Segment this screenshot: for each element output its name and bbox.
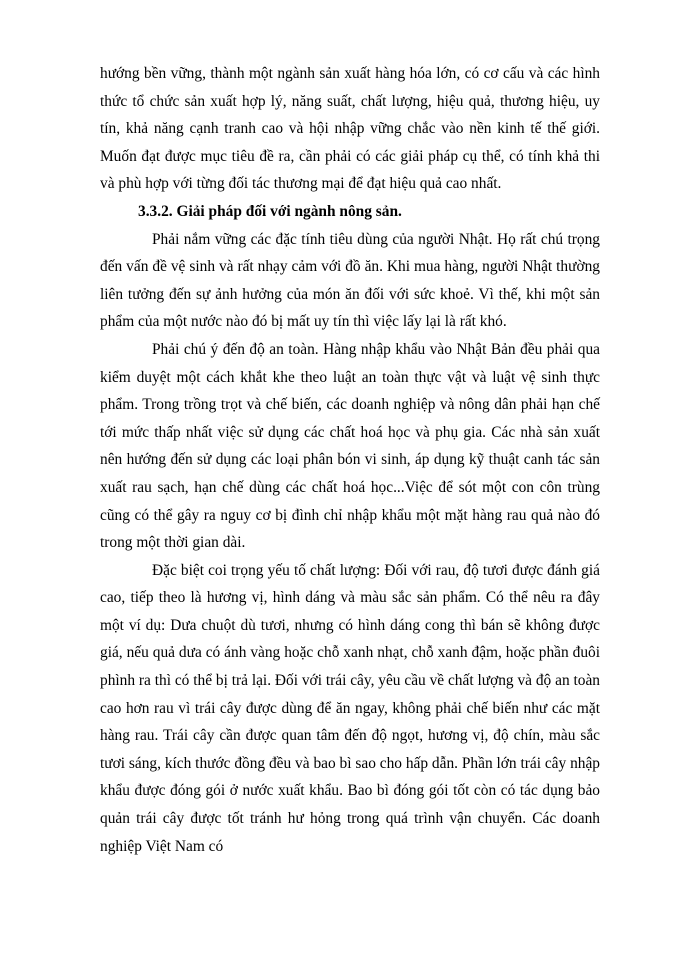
paragraph-consumer-traits: Phải nắm vững các đặc tính tiêu dùng của người Nhật. Họ rất chú trọng đến vấn đề vệ sinh và rất nhạy cảm với đồ ăn. Khi mua hàng, người Nhật thường liên tưởng đến sự ảnh hưởng của món ăn đối với sức khoẻ. Vì thế, khi một sản phẩm của một nước nào đó bị mất uy tín thì việc lấy lại là rất khó. bbox=[100, 230, 600, 331]
paragraph-continuation: hướng bền vững, thành một ngành sản xuất hàng hóa lớn, có cơ cấu và các hình thức tổ chức sản xuất hợp lý, năng suất, chất lượng, hiệu quả, thương hiệu, uy tín, khả năng cạnh tranh cao và hội nhập vững chắc vào nền kinh tế thế giới. Muốn đạt được mục tiêu đề ra, cần phải có các giải pháp cụ thể, có tính khả thi và phù hợp với từng đối tác thương mại để đạt hiệu quả cao nhất. bbox=[100, 65, 600, 193]
document-body bbox=[100, 60, 600, 860]
section-heading: 3.3.2. Giải pháp đối với ngành nông sản. bbox=[138, 202, 402, 220]
paragraph-safety: Phải chú ý đến độ an toàn. Hàng nhập khẩu vào Nhật Bản đều phải qua kiểm duyệt một cách khắt khe theo luật an toàn thực vật và luật vệ sinh thực phẩm. Trong trồng trọt và chế biến, các doanh nghiệp và nông dân phải hạn chế tới mức thấp nhất việc sử dụng các chất hoá học và phụ gia. Các nhà sản xuất nên hướng đến sử dụng các loại phân bón vi sinh, áp dụng kỹ thuật canh tác sản xuất rau sạch, hạn chế dùng các chất hoá học...Việc để sót một con côn trùng cũng có thể gây ra nguy cơ bị đình chỉ nhập khẩu một mặt hàng rau quả nào đó trong một thời gian dài. bbox=[100, 340, 600, 552]
paragraph-quality: Đặc biệt coi trọng yếu tố chất lượng: Đối với rau, độ tươi được đánh giá cao, tiếp theo là hương vị, hình dáng và màu sắc sản phẩm. Có thể nêu ra đây một ví dụ: Dưa chuột dù tươi, nhưng có hình dáng cong thì bán sẽ không được giá, nếu quả dưa có ánh vàng hoặc chỗ xanh nhạt, chỗ xanh đậm, hoặc phần đuôi phình ra thì có thể bị trả lại. Đối với trái cây, yêu cầu về chất lượng và độ an toàn cao hơn rau vì trái cây được dùng để ăn ngay, không phải chế biến như các mặt hàng rau. Trái cây cần được quan tâm đến độ ngọt, hương vị, độ chín, màu sắc tươi sáng, kích thước đồng đều và bao bì sao cho hấp dẫn. Phần lớn trái cây nhập khẩu được đóng gói ở nước xuất khẩu. Bao bì đóng gói tốt còn có tác dụng bảo quản trái cây được tốt tránh hư hỏng trong quá trình vận chuyển. Các doanh nghiệp Việt Nam có bbox=[100, 561, 600, 855]
